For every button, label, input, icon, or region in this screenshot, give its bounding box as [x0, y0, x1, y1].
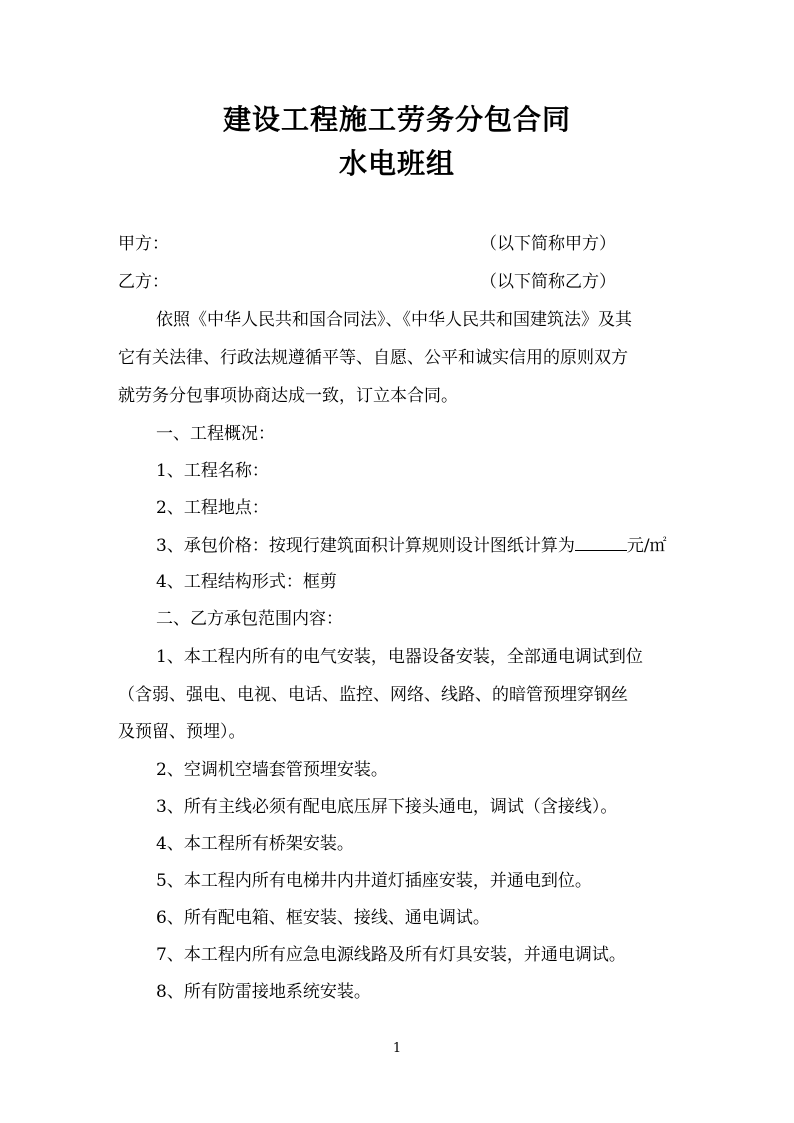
section-1-item-2: 2、工程地点：	[156, 498, 269, 518]
section-1-item-3	[156, 533, 688, 558]
intro-line-2: 它有关法律、行政法规遵循平等、自愿、公平和诚实信用的原则双方	[118, 348, 628, 368]
section-2-item-5: 5、本工程内所有电梯井内井道灯插座安装，并通电到位。	[156, 871, 592, 891]
section-1-item-4: 4、工程结构形式：框剪	[156, 572, 337, 592]
section-2-item-7: 7、本工程内所有应急电源线路及所有灯具安装，并通电调试。	[156, 945, 626, 965]
section-1-item-1: 1、工程名称：	[156, 461, 269, 481]
section-2-item-8: 8、所有防雷接地系统安装。	[156, 982, 371, 1002]
section-2-item-1-line-1: 1、本工程内所有的电气安装，电器设备安装，全部通电调试到位	[156, 647, 643, 667]
party-a-label: 甲方：	[118, 234, 169, 254]
section-1-item-3-text: 3、承包价格：按现行建筑面积计算规则设计图纸计算为	[156, 536, 575, 556]
document-subtitle: 水电班组	[338, 147, 455, 180]
price-blank-field	[575, 533, 627, 551]
section-2-item-2: 2、空调机空墙套管预埋安装。	[156, 760, 388, 780]
section-1-heading: 一、工程概况：	[156, 424, 275, 444]
page-number: 1	[392, 1041, 402, 1056]
party-b-label: 乙方：	[118, 272, 169, 292]
intro-line-1: 依照《中华人民共和国合同法》、《中华人民共和国建筑法》及其	[156, 310, 632, 330]
section-2-item-3: 3、所有主线必须有配电底压屏下接头通电，调试（含接线）。	[156, 797, 618, 817]
price-unit: 元/㎡	[626, 536, 667, 556]
document-title: 建设工程施工劳务分包合同	[222, 103, 571, 136]
section-2-heading: 二、乙方承包范围内容：	[156, 609, 343, 629]
intro-line-3: 就劳务分包事项协商达成一致，订立本合同。	[118, 386, 458, 406]
party-b-note: （以下简称乙方）	[480, 272, 616, 292]
section-2-item-1-line-3: 及预留、预埋）。	[118, 722, 246, 742]
section-2-item-6: 6、所有配电箱、框安装、接线、通电调试。	[156, 908, 490, 928]
section-2-item-1-line-2: （含弱、强电、电视、电话、监控、网络、线路、的暗管预埋穿钢丝	[118, 685, 628, 705]
section-2-item-4: 4、本工程所有桥架安装。	[156, 834, 354, 854]
party-a-note: （以下简称甲方）	[480, 234, 616, 254]
